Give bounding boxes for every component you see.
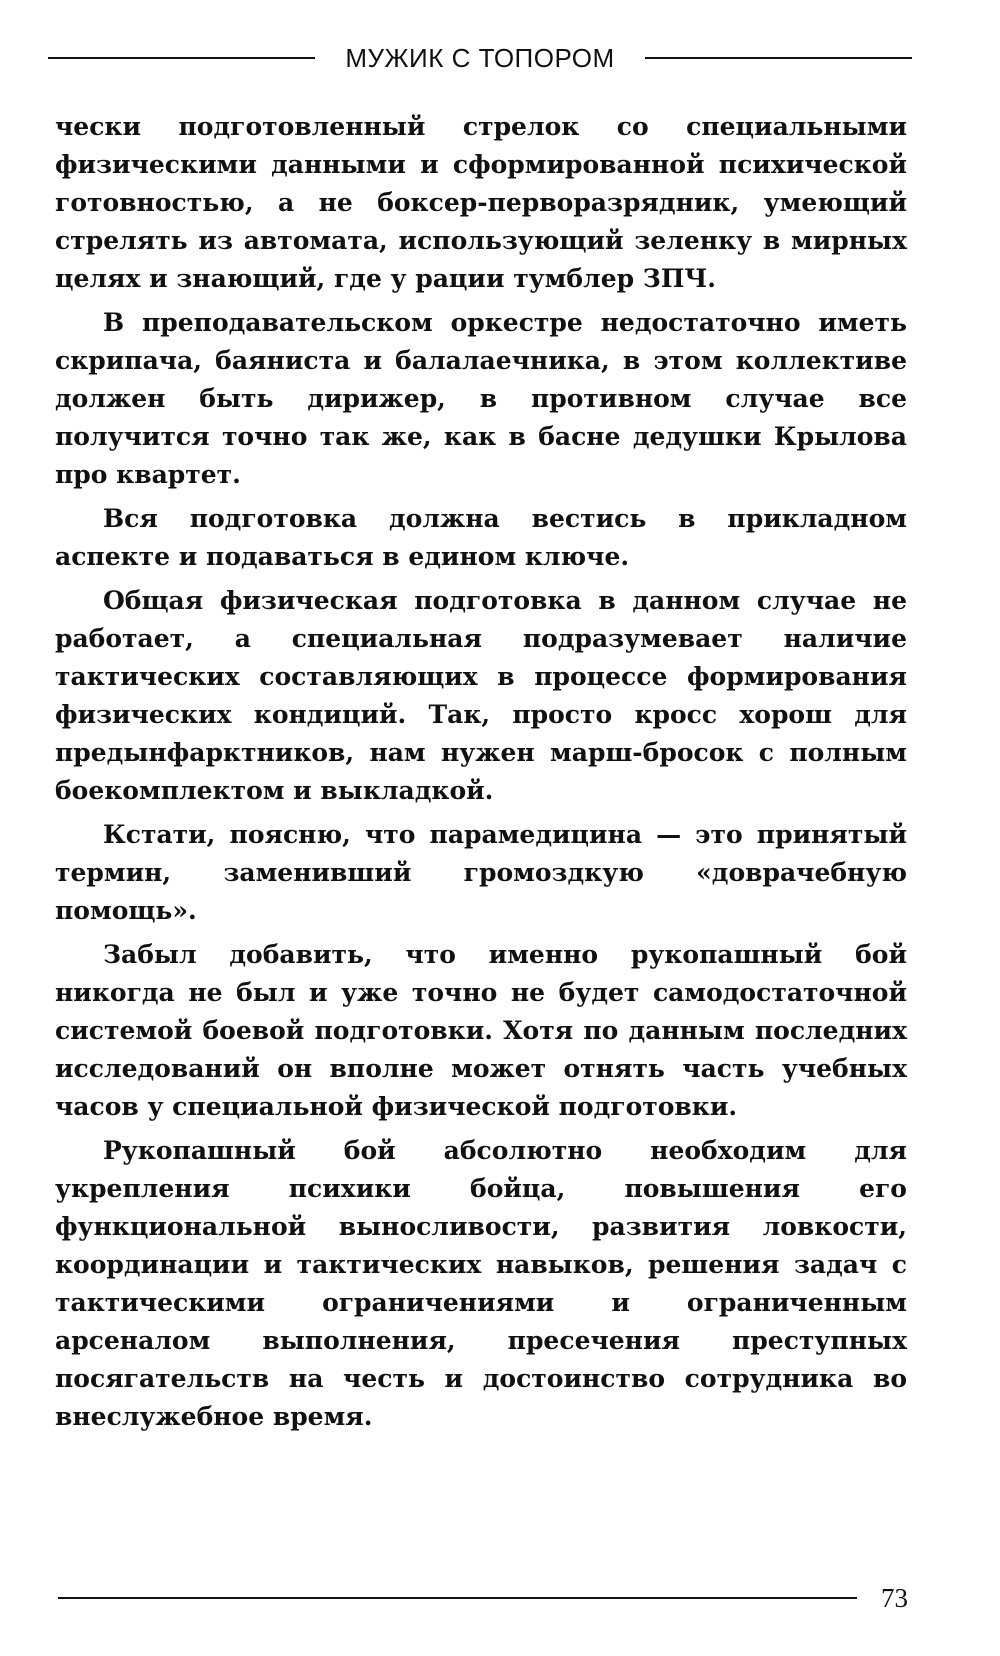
- paragraph-orchestra: В преподавательском оркестре недостаточно иметь скрипача, баяниста и балалаечника, в этом коллективе должен быть дирижер, в противном случае все получится точно так же, как в басне дедушки Крылова про квартет.: [55, 308, 907, 489]
- running-header: [48, 38, 912, 78]
- paragraph-applied-aspect: Вся подготовка должна вестись в прикладном аспекте и подаваться в едином ключе.: [55, 504, 907, 571]
- paragraph-combat-necessity: Рукопашный бой абсолютно необходим для укрепления психики бойца, повышения его функциональной выносливости, развития ловкости, координации и тактических навыков, решения задач с тактическими ограничениями и ограниченным арсеналом выполнения, пресечения преступных посягательств на честь и достоинство сотрудника во внеслужебное время.: [55, 1136, 907, 1431]
- paragraph-continued: чески подготовленный стрелок со специальными физическими данными и сформированной психической готовностью, а не боксер-перворазрядник, умеющий стрелять из автомата, использующий зеленку в мирных целях и знающий, где у рации тумблер ЗПЧ.: [55, 112, 907, 293]
- paragraph-physical-training: Общая физическая подготовка в данном случае не работает, а специальная подразумевает наличие тактических составляющих в процессе формирования физических кондиций. Так, просто кросс хорош для предынфарктников, нам нужен марш-бросок с полным боекомплектом и выкладкой.: [55, 586, 907, 805]
- footer-rule: [58, 1597, 857, 1599]
- paragraph-hand-to-hand: Забыл добавить, что именно рукопашный бой никогда не был и уже точно не будет самодостаточной системой боевой подготовки. Хотя по данным последних исследований он вполне может отнять часть учебных часов у специальной физической подготовки.: [55, 940, 907, 1121]
- header-rule-right: [645, 57, 912, 59]
- page-footer: [58, 1578, 908, 1618]
- running-title: МУЖИК С ТОПОРОМ: [345, 42, 615, 73]
- body-text: [55, 108, 907, 1442]
- header-rule-left: [48, 57, 315, 59]
- page-number: 73: [881, 1582, 908, 1613]
- paragraph-paramedicine: Кстати, поясню, что парамедицина — это принятый термин, заменивший громоздкую «доврачебную помощь».: [55, 820, 907, 925]
